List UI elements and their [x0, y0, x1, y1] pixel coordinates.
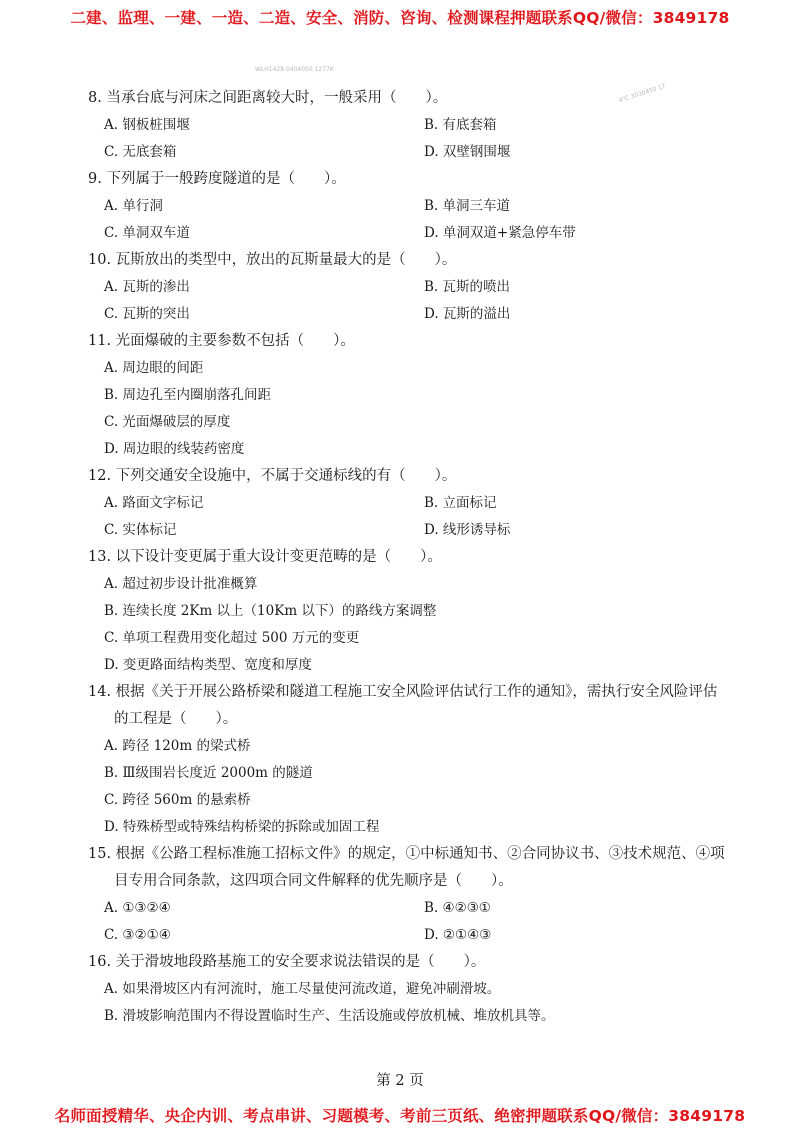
option-b[interactable]: B. 瓦斯的喷出 [424, 279, 511, 295]
option-d[interactable]: D. 瓦斯的溢出 [424, 306, 511, 322]
option-d[interactable]: D. ②①④③ [424, 927, 492, 943]
question-block [88, 166, 728, 247]
option-a[interactable]: A. 钢板桩围堰 [104, 117, 190, 133]
page-number: 第 2 页 [376, 1073, 424, 1089]
option-b[interactable]: B. 周边孔至内圈崩落孔间距 [104, 387, 272, 403]
question-block [88, 841, 728, 949]
option-grid [88, 274, 728, 328]
option-a[interactable]: A. ①③②④ [104, 900, 171, 916]
option-b[interactable]: B. 单洞三车道 [424, 198, 511, 214]
question-stem: 8. 当承台底与河床之间距离较大时，一般采用（ ）。 [88, 90, 448, 106]
option-a[interactable]: A. 瓦斯的渗出 [104, 279, 190, 295]
option-d[interactable]: D. 双壁钢围堰 [424, 144, 511, 160]
option-list [88, 733, 728, 841]
question-block [88, 82, 728, 166]
option-d[interactable]: D. 单洞双道+紧急停车带 [424, 225, 576, 241]
question-block [88, 463, 728, 544]
option-b[interactable]: B. Ⅲ级围岩长度近 2000m 的隧道 [104, 765, 313, 781]
option-c[interactable]: C. 单洞双车道 [104, 225, 190, 241]
option-c[interactable]: C. 瓦斯的突出 [104, 306, 190, 322]
option-list [88, 355, 728, 463]
question-block [88, 949, 728, 1030]
option-b[interactable]: B. 滑坡影响范围内不得设置临时生产、生活设施或停放机械、堆放机具等。 [104, 1008, 555, 1024]
option-c[interactable]: C. 无底套箱 [104, 144, 177, 160]
question-block [88, 247, 728, 328]
question-stem: 16. 关于滑坡地段路基施工的安全要求说法错误的是（ ）。 [88, 954, 486, 970]
option-d[interactable]: D. 特殊桥型或特殊结构桥梁的拆除或加固工程 [104, 819, 380, 835]
option-b[interactable]: B. 有底套箱 [424, 117, 497, 133]
option-list [88, 976, 728, 1030]
question-block [88, 328, 728, 463]
question-stem: 11. 光面爆破的主要参数不包括（ ）。 [88, 333, 355, 349]
option-b[interactable]: B. 立面标记 [424, 495, 497, 511]
option-list [88, 571, 728, 679]
option-d[interactable]: D. 变更路面结构类型、宽度和厚度 [104, 657, 312, 673]
option-c[interactable]: C. ③②①④ [104, 927, 171, 943]
promo-banner-bottom: 名师面授精华、央企内训、考点串讲、习题模考、考前三页纸、绝密押题联系QQ/微信：3849178 [54, 1107, 746, 1125]
question-list [88, 82, 728, 1030]
option-a[interactable]: A. 超过初步设计批准概算 [104, 576, 258, 592]
option-grid [88, 112, 728, 166]
option-b[interactable]: B. ④②③① [424, 900, 491, 916]
question-stem: 13. 以下设计变更属于重大设计变更范畴的是（ ）。 [88, 549, 442, 565]
question-block [88, 679, 728, 841]
option-d[interactable]: D. 线形诱导标 [424, 522, 511, 538]
watermark-text: WLH1428 0404050 1277K [255, 66, 334, 73]
option-c[interactable]: C. 实体标记 [104, 522, 177, 538]
option-a[interactable]: A. 跨径 120m 的梁式桥 [104, 738, 251, 754]
option-grid [88, 193, 728, 247]
promo-banner-top: 二建、监理、一建、一造、二造、安全、消防、咨询、检测课程押题联系QQ/微信：3849178 [70, 9, 730, 27]
option-grid [88, 895, 728, 949]
option-grid [88, 490, 728, 544]
option-a[interactable]: A. 周边眼的间距 [104, 360, 204, 376]
option-c[interactable]: C. 光面爆破层的厚度 [104, 414, 231, 430]
option-a[interactable]: A. 如果滑坡区内有河流时，施工尽量使河流改道，避免冲刷滑坡。 [104, 981, 501, 997]
question-stem: 10. 瓦斯放出的类型中，放出的瓦斯量最大的是（ ）。 [88, 252, 457, 268]
option-c[interactable]: C. 单项工程费用变化超过 500 万元的变更 [104, 630, 360, 646]
watermark-text: 4℃ 3030450 17 [618, 82, 667, 105]
option-d[interactable]: D. 周边眼的线装药密度 [104, 441, 245, 457]
option-a[interactable]: A. 路面文字标记 [104, 495, 204, 511]
question-block [88, 544, 728, 679]
question-stem: 14. 根据《关于开展公路桥梁和隧道工程施工安全风险评估试行工作的通知》，需执行安全风险评估的工程是（ ）。 [88, 684, 718, 727]
option-b[interactable]: B. 连续长度 2Km 以上（10Km 以下）的路线方案调整 [104, 603, 437, 619]
option-a[interactable]: A. 单行洞 [104, 198, 163, 214]
question-stem: 12. 下列交通安全设施中，不属于交通标线的有（ ）。 [88, 468, 457, 484]
option-c[interactable]: C. 跨径 560m 的悬索桥 [104, 792, 251, 808]
question-stem: 9. 下列属于一般跨度隧道的是（ ）。 [88, 171, 346, 187]
question-stem: 15. 根据《公路工程标准施工招标文件》的规定，①中标通知书、②合同协议书、③技术规范、④项目专用合同条款，这四项合同文件解释的优先顺序是（ ）。 [88, 846, 725, 889]
